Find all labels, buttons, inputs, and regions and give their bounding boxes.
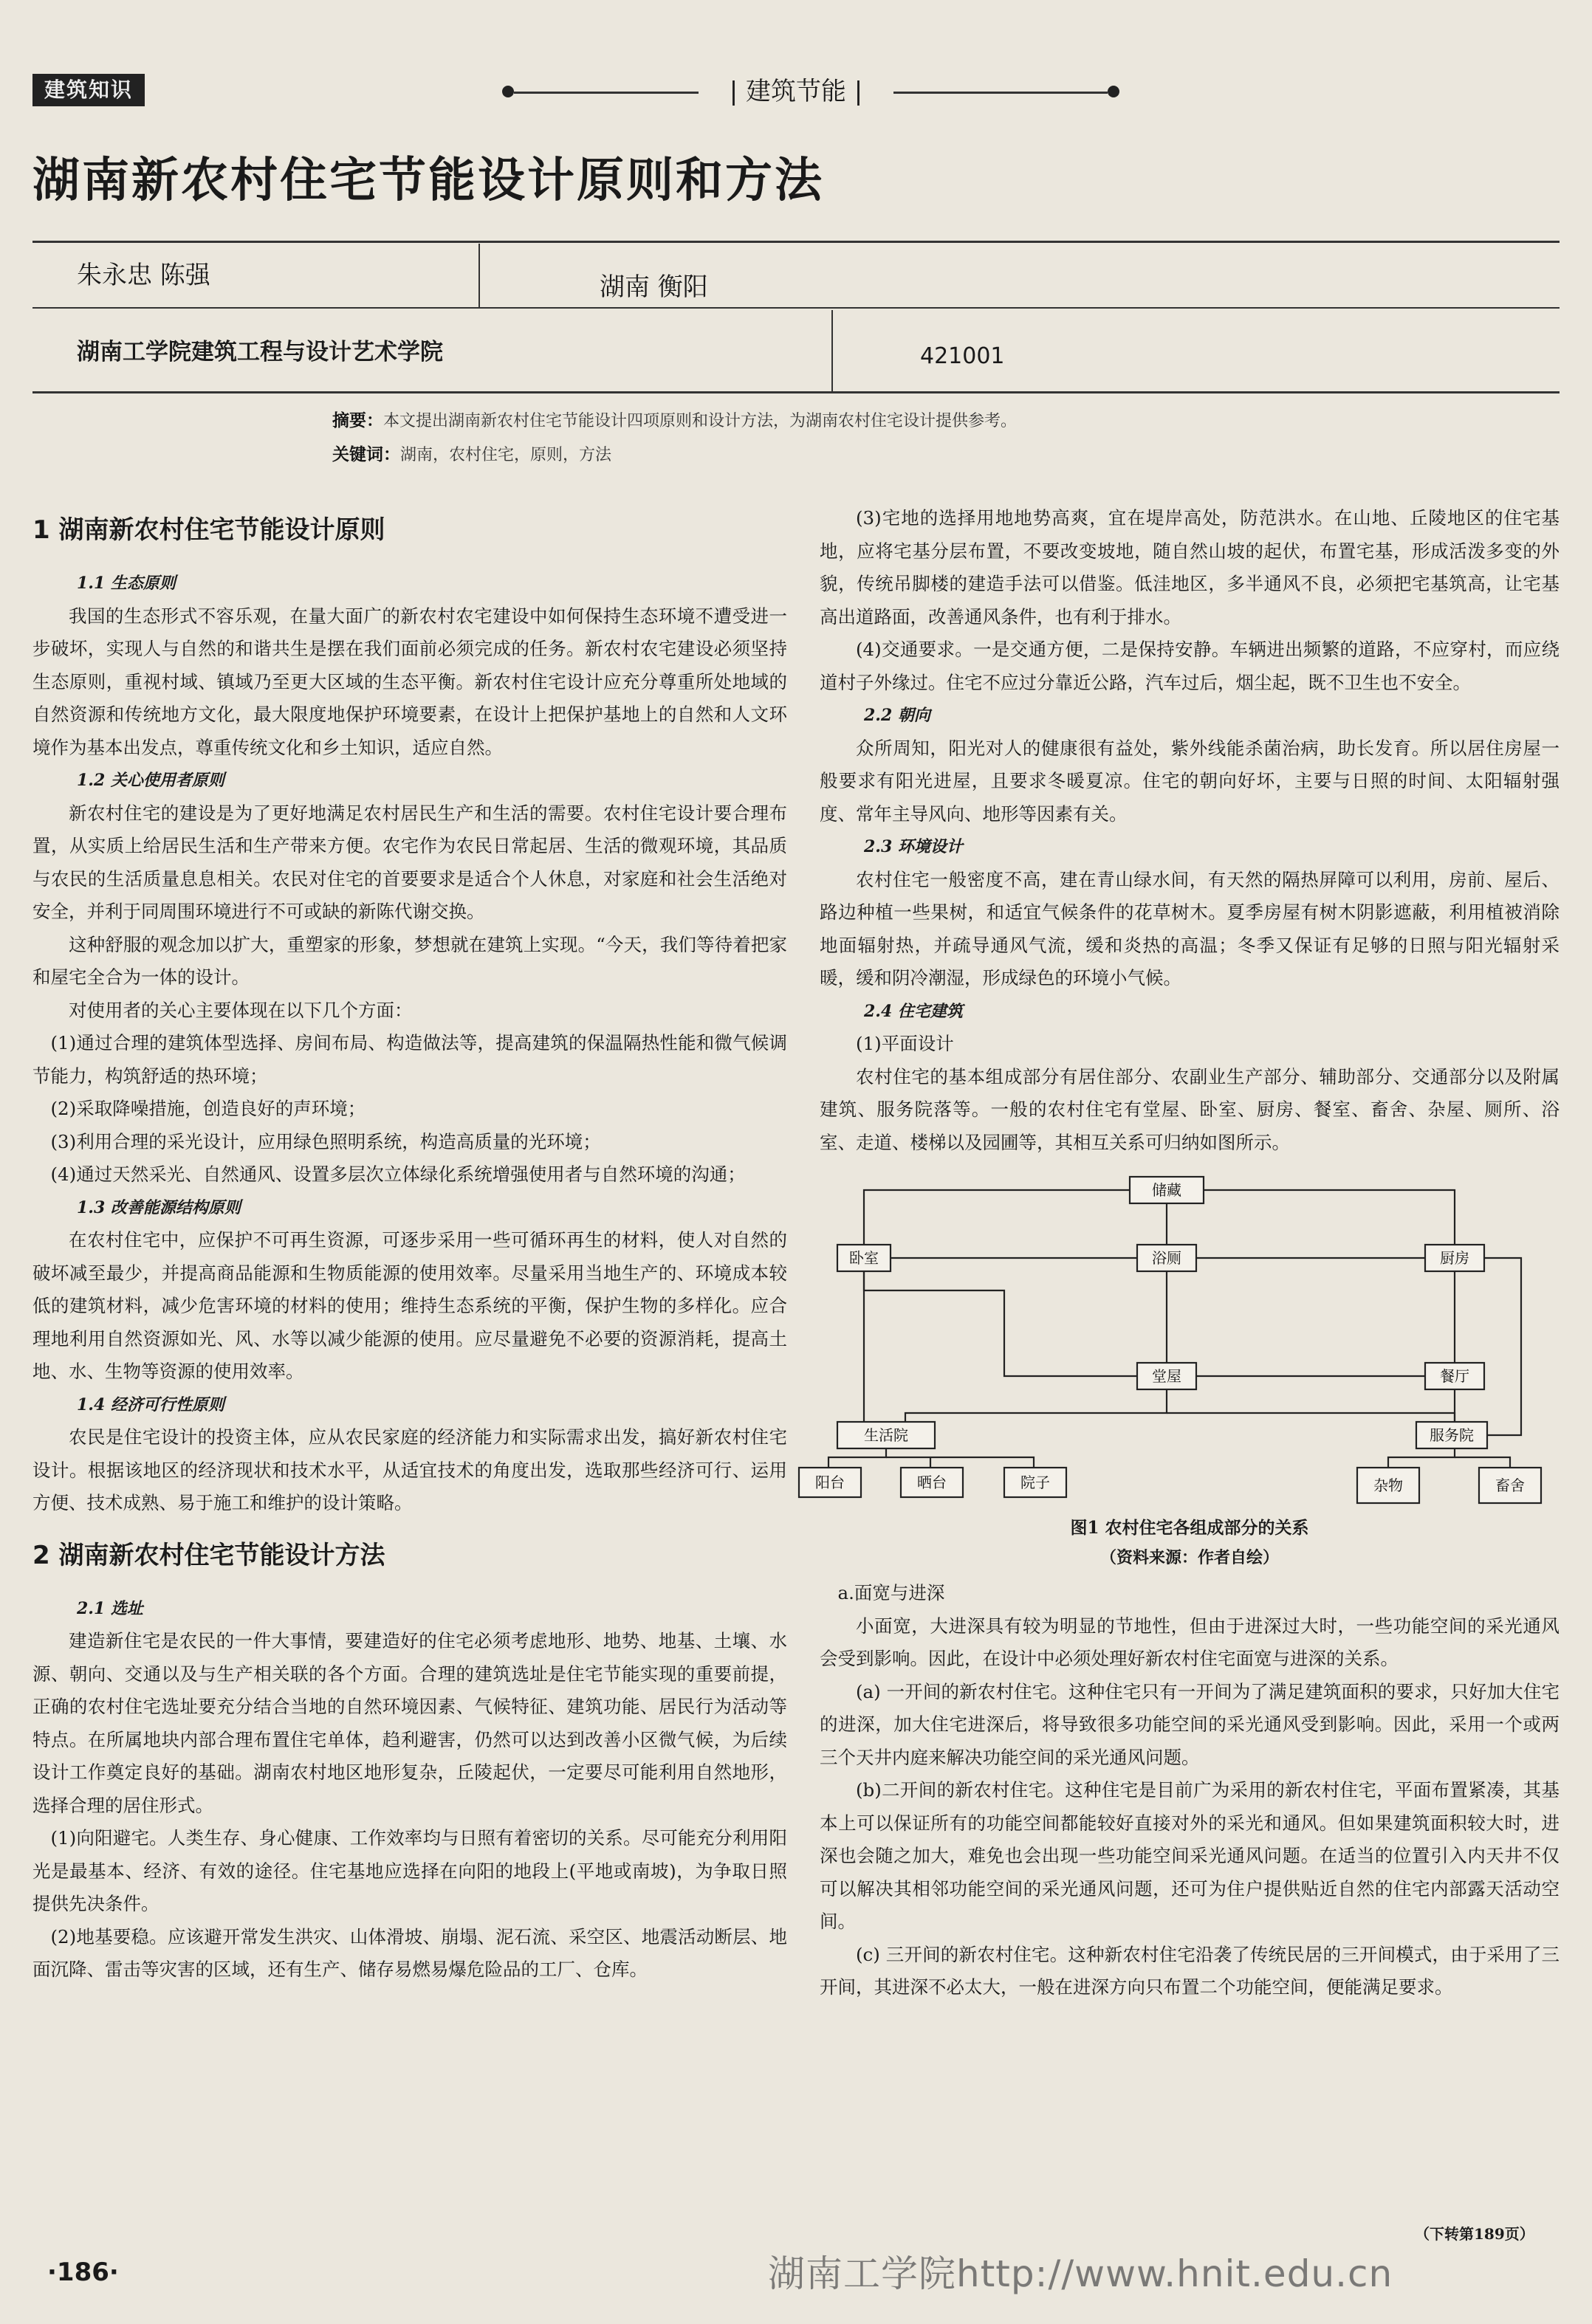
list-item: (1)向阳避宅。人类生存、身心健康、工作效率均与日照有着密切的关系。尽可能充分利用阳光是最基本、经济、有效的途径。住宅基地应选择在向阳的地段上(平地或南坡)，为争取日照提供先决条件。 bbox=[32, 1827, 787, 1914]
node-drying bbox=[901, 1468, 963, 1497]
paragraph: 小面宽，大进深具有较为明显的节地性，但由于进深过大时，一些功能空间的采光通风会受到影响。因此，在设计中必须处理好新农村住宅面宽与进深的关系。 bbox=[820, 1615, 1560, 1669]
watermark: 湖南工学院http://www.hnit.edu.cn bbox=[768, 2252, 1393, 2295]
abstract bbox=[332, 406, 1351, 436]
continued-note: （下转第189页） bbox=[1415, 2225, 1534, 2243]
section-heading: 1 湖南新农村住宅节能设计原则 bbox=[32, 515, 385, 545]
svg-text:晒台: 晒台 bbox=[917, 1474, 947, 1491]
svg-text:服务院: 服务院 bbox=[1430, 1426, 1474, 1444]
author-location: 湖南 衡阳 bbox=[600, 272, 708, 302]
header-rule bbox=[514, 92, 699, 94]
paragraph: 这种舒服的观念加以扩大，重塑家的形象，梦想就在建筑上实现。“今天，我们等待着把家和屋宅全合为一体的设计。 bbox=[32, 933, 787, 988]
subsection-heading: 2.4 住宅建筑 bbox=[864, 1001, 963, 1021]
section-heading: 2 湖南新农村住宅节能设计方法 bbox=[32, 1540, 385, 1570]
node-storage bbox=[1130, 1177, 1204, 1203]
node-utility bbox=[1357, 1468, 1419, 1503]
list-item: (3)宅地的选择用地地势高爽，宜在堤岸高处，防范洪水。在山地、丘陵地区的住宅基地，应将宅基分层布置，不要改变坡地，随自然山坡的起伏，布置宅基，形成活泼多变的外貌，传统吊脚楼的建造手法可以借鉴。低洼地区，多半通风不良，必须把宅基筑高，让宅基高出道路面，改善通风条件，也有利于排水。 bbox=[820, 507, 1560, 628]
svg-text:畜舍: 畜舍 bbox=[1495, 1476, 1525, 1494]
svg-text:餐厅: 餐厅 bbox=[1440, 1367, 1469, 1385]
subsection-heading: 1.4 经济可行性原则 bbox=[77, 1395, 224, 1414]
table-rule bbox=[32, 391, 1560, 393]
svg-text:阳台: 阳台 bbox=[815, 1474, 845, 1491]
node-service-yard bbox=[1416, 1422, 1487, 1448]
paragraph: 我国的生态形式不容乐观，在量大面广的新农村农宅建设中如何保持生态环境不遭受进一步破坏，实现人与自然的和谐共生是摆在我们面前必须完成的任务。新农村农宅建设必须坚持生态原则，重视村域、镇域乃至更大区域的生态平衡。新农村住宅设计应充分尊重所处地域的自然资源和传统地方文化，最大限度地保护环境要素，在设计上把保护基地上的自然和人文环境作为基本出发点，尊重传统文化和乡土知识，适应自然。 bbox=[32, 605, 787, 758]
header-dot bbox=[1108, 86, 1119, 97]
keywords-label: 关键词： bbox=[332, 445, 400, 464]
page-number: ·186· bbox=[47, 2258, 119, 2287]
node-hall bbox=[1137, 1363, 1196, 1389]
figure-1 bbox=[815, 1169, 1560, 1572]
figure-source: （资料来源：作者自绘） bbox=[1099, 1548, 1279, 1567]
svg-text:厨房: 厨房 bbox=[1440, 1249, 1469, 1267]
header-rule bbox=[893, 92, 1108, 94]
keywords-text: 湖南，农村住宅，原则，方法 bbox=[400, 446, 612, 464]
subsection-heading: 2.2 朝向 bbox=[864, 706, 930, 725]
relationship-diagram bbox=[815, 1169, 1551, 1509]
node-balcony bbox=[799, 1468, 861, 1497]
svg-text:堂屋: 堂屋 bbox=[1152, 1367, 1181, 1385]
table-rule bbox=[32, 241, 1560, 243]
table-rule bbox=[32, 307, 1560, 309]
svg-text:杂物: 杂物 bbox=[1373, 1476, 1403, 1494]
paragraph: 新农村住宅的建设是为了更好地满足农村居民生产和生活的需要。农村住宅设计要合理布置，从实质上给居民生活和生产带来方便。农宅作为农民日常起居、生活的微观环境，其品质与农民的生活质量息息相关。农民对住宅的首要要求是适合个人休息，对家庭和社会生活绝对安全，并利于同周围环境进行不可或缺的新陈代谢交换。 bbox=[32, 802, 787, 922]
list-item: (b)二开间的新农村住宅。这种住宅是目前广为采用的新农村住宅，平面布置紧凑，其基本上可以保证所有的功能空间都能较好直接对外的采光和通风。但如果建筑面积较大时，进深也会随之加大，难免也会出现一些功能空间采光通风问题。在适当的位置引入内天井不仅可以解决其相邻功能空间的采光通风问题，还可为住户提供贴近自然的住宅内部露天活动空间。 bbox=[820, 1779, 1560, 1932]
list-item: (4)通过天然采光、自然通风、设置多层次立体绿化系统增强使用者与自然环境的沟通； bbox=[50, 1163, 746, 1185]
node-livestock bbox=[1479, 1468, 1541, 1503]
svg-text:生活院: 生活院 bbox=[864, 1426, 908, 1444]
node-court bbox=[1004, 1468, 1066, 1497]
abstract-label: 摘要： bbox=[332, 411, 383, 430]
node-living-yard bbox=[837, 1422, 935, 1448]
node-kitchen bbox=[1425, 1245, 1484, 1271]
right-column bbox=[815, 502, 1560, 2004]
node-bedroom bbox=[837, 1245, 891, 1271]
node-dining bbox=[1425, 1363, 1484, 1389]
paragraph: 农村住宅一般密度不高，建在青山绿水间，有天然的隔热屏障可以利用，房前、屋后、路边种植一些果树，和适宜气候条件的花草树木。夏季房屋有树木阴影遮蔽，利用植被消除地面辐射热，并疏导通风气流，缓和炎热的高温；冬季又保证有足够的日照与阳光辐射采暖，缓和阴冷潮湿，形成绿色的环境小气候。 bbox=[820, 868, 1560, 989]
paragraph: 众所周知，阳光对人的健康很有益处，紫外线能杀菌治病，助长发育。所以居住房屋一般要求有阳光进屋，且要求冬暖夏凉。住宅的朝向好坏，主要与日照的时间、太阳辐射强度、常年主导风向、地形等因素有关。 bbox=[820, 737, 1560, 825]
postcode: 421001 bbox=[920, 343, 1005, 369]
author-names: 朱永忠 陈强 bbox=[77, 261, 210, 290]
paragraph: 建造新住宅是农民的一件大事情，要建造好的住宅必须考虑地形、地势、地基、土壤、水源、朝向、交通以及与生产相关联的各个方面。合理的建筑选址是住宅节能实现的重要前提，正确的农村住宅选址要充分结合当地的自然环境因素、气候特征、建筑功能、居民行为活动等特点。在所属地块内部合理布置住宅单体，趋利避害，仍然可以达到改善小区微气候，为后续设计工作奠定良好的基础。湖南农村地区地形复杂，丘陵起伏，一定要尽可能利用自然地形，选择合理的居住形式。 bbox=[32, 1630, 787, 1816]
header-dot bbox=[502, 86, 514, 97]
subsection-heading: 1.3 改善能源结构原则 bbox=[77, 1197, 241, 1217]
list-item: (4)交通要求。一是交通方便，二是保持安静。车辆进出频繁的道路，不应穿村，而应绕道村子外缘过。住宅不应过分靠近公路，汽车过后，烟尘起，既不卫生也不安全。 bbox=[820, 639, 1560, 693]
svg-text:浴厕: 浴厕 bbox=[1152, 1249, 1181, 1267]
subsubsection-heading: (1)平面设计 bbox=[856, 1033, 954, 1054]
section-tag: | 建筑节能 | bbox=[729, 77, 863, 106]
table-divider bbox=[831, 310, 833, 391]
svg-text:卧室: 卧室 bbox=[849, 1249, 879, 1267]
column-tag: 建筑知识 bbox=[32, 74, 145, 106]
list-item: (a) 一开间的新农村住宅。这种住宅只有一开间为了满足建筑面积的要求，只好加大住宅的进深，加大住宅进深后，将导致很多功能空间的采光通风受到影响。因此，采用一个或两三个天井内庭来解决功能空间的采光通风问题。 bbox=[820, 1680, 1560, 1768]
subsection-heading: 2.1 选址 bbox=[77, 1598, 143, 1618]
paragraph: 农村住宅的基本组成部分有居住部分、农副业生产部分、辅助部分、交通部分以及附属建筑、服务院落等。一般的农村住宅有堂屋、卧室、厨房、餐室、畜舍、杂屋、厕所、浴室、走道、楼梯以及园圃等，其相互关系可归纳如图所示。 bbox=[820, 1065, 1560, 1153]
left-column bbox=[32, 502, 787, 1987]
node-bath bbox=[1137, 1245, 1196, 1271]
list-item: (2)地基要稳。应该避开常发生洪灾、山体滑坡、崩塌、泥石流、采空区、地震活动断层、地面沉降、雷击等灾害的区域，还有生产、储存易燃易爆危险品的工厂、仓库。 bbox=[32, 1925, 787, 1980]
figure-caption: 图1 农村住宅各组成部分的关系 bbox=[1070, 1518, 1309, 1538]
list-item: (1)通过合理的建筑体型选择、房间布局、构造做法等，提高建筑的保温隔热性能和微气候调节能力，构筑舒适的热环境； bbox=[32, 1032, 787, 1087]
subsection-heading: 2.3 环境设计 bbox=[864, 837, 963, 856]
svg-text:储藏: 储藏 bbox=[1152, 1181, 1181, 1199]
paragraph: 在农村住宅中，应保护不可再生资源，可逐步采用一些可循环再生的材料，使人对自然的破坏减至最少，并提高商品能源和生物质能源的使用效率。尽量采用当地生产的、环境成本较低的建筑材料，减少危害环境的材料的使用；维持生态系统的平衡，保护生物的多样化。应合理地利用自然资源如光、风、水等以减少能源的使用。应尽量避免不必要的资源消耗，提高土地、水、生物等资源的使用效率。 bbox=[32, 1229, 787, 1382]
list-item: (c) 三开间的新农村住宅。这种新农村住宅沿袭了传统民居的三开间模式，由于采用了三开间，其进深不必太大，一般在进深方向只布置二个功能空间，便能满足要求。 bbox=[820, 1943, 1560, 1998]
svg-text:院子: 院子 bbox=[1020, 1474, 1050, 1491]
subsection-heading: 1.2 关心使用者原则 bbox=[77, 771, 224, 790]
subsubsection-heading: a.面宽与进深 bbox=[837, 1582, 945, 1603]
paragraph: 对使用者的关心主要体现在以下几个方面： bbox=[69, 999, 413, 1021]
abstract-text: 本文提出湖南新农村住宅节能设计四项原则和设计方法，为湖南农村住宅设计提供参考。 bbox=[383, 412, 1018, 430]
subsection-heading: 1.1 生态原则 bbox=[77, 574, 176, 593]
article-title: 湖南新农村住宅节能设计原则和方法 bbox=[32, 154, 824, 208]
list-item: (3)利用合理的采光设计，应用绿色照明系统，构造高质量的光环境； bbox=[50, 1130, 601, 1152]
list-item: (2)采取降噪措施，创造良好的声环境； bbox=[50, 1098, 366, 1119]
table-divider bbox=[478, 244, 480, 307]
author-affiliation: 湖南工学院建筑工程与设计艺术学院 bbox=[77, 339, 443, 365]
paragraph: 农民是住宅设计的投资主体，应从农民家庭的经济能力和实际需求出发，搞好新农村住宅设计。根据该地区的经济现状和技术水平，从适宜技术的角度出发，选取那些经济可行、运用方便、技术成熟、易于施工和维护的设计策略。 bbox=[32, 1426, 787, 1513]
keywords bbox=[332, 440, 1351, 470]
